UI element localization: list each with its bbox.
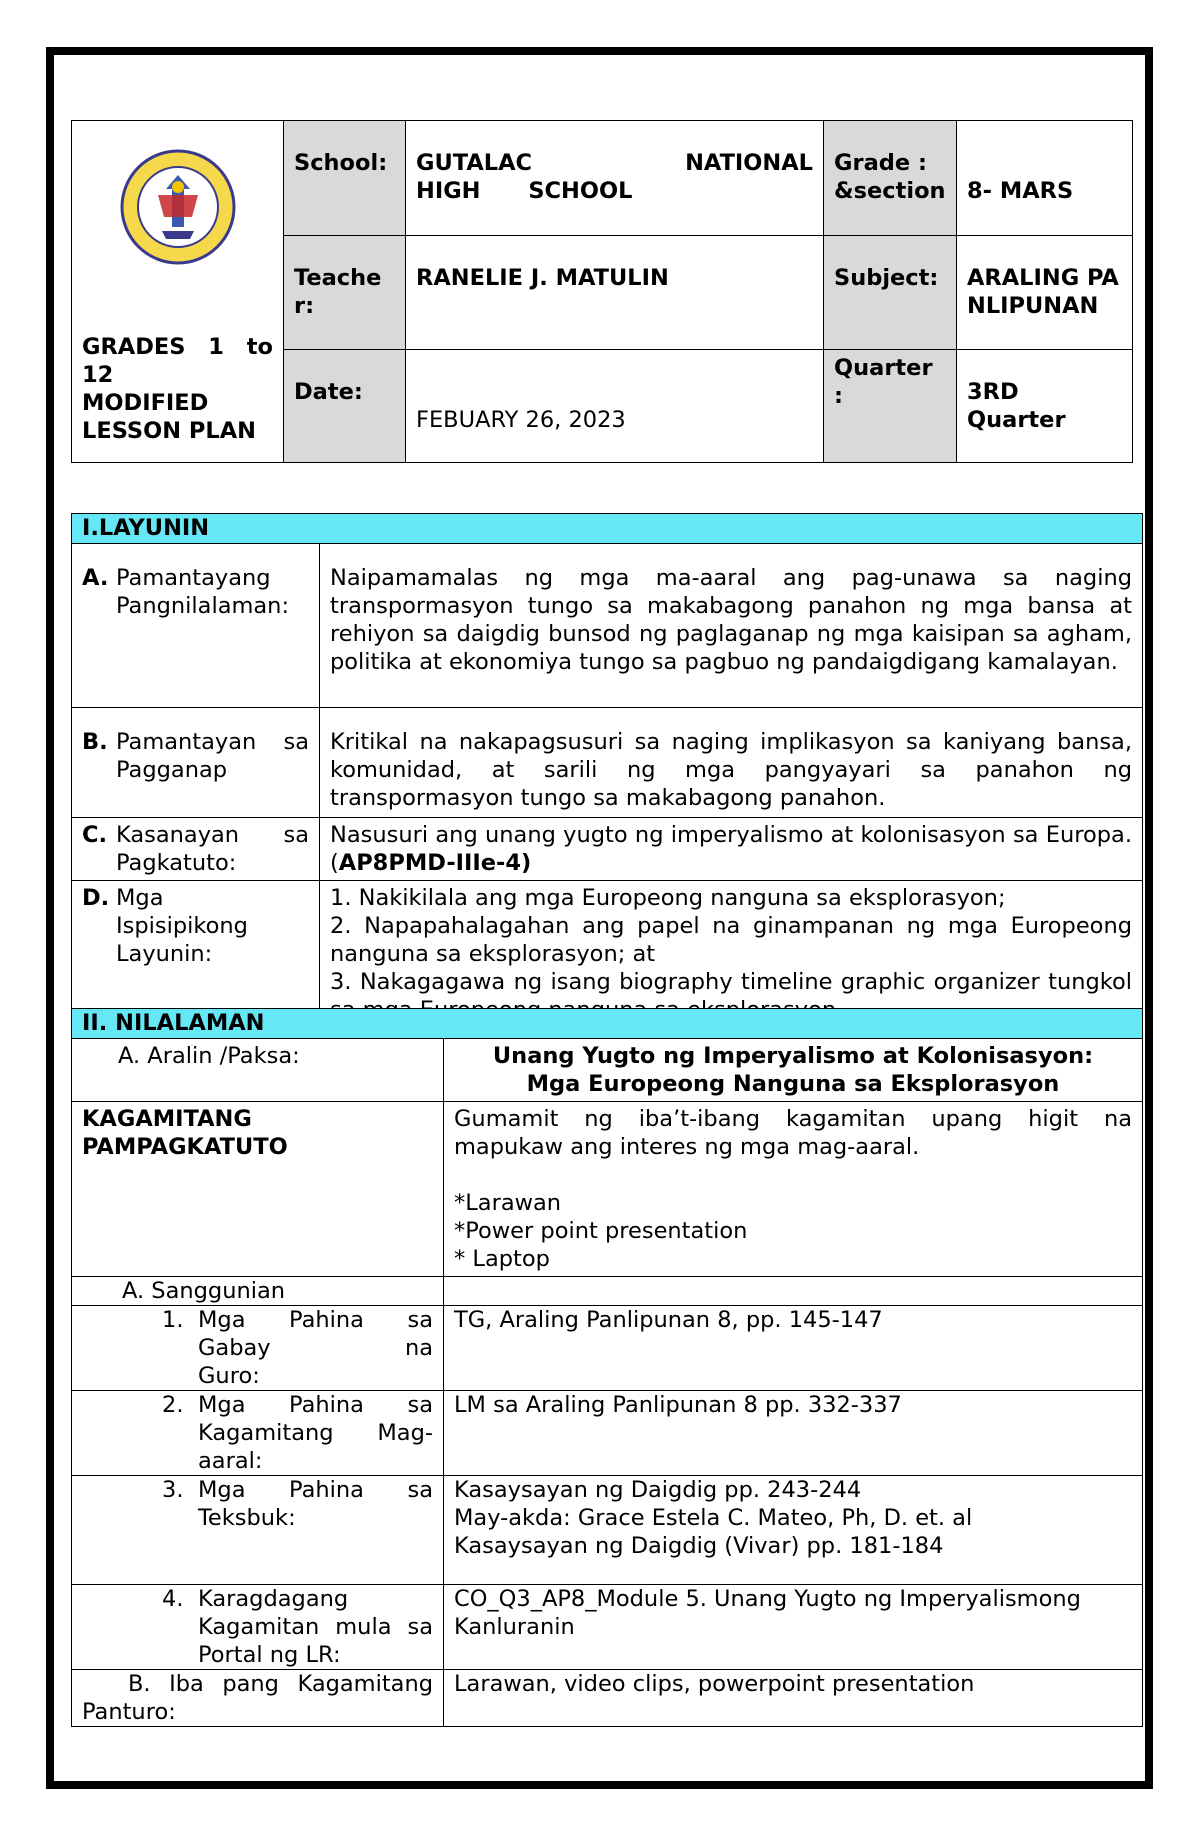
ref-3-value-cell <box>444 1476 1143 1585</box>
layunin-b-key: B. <box>82 729 108 755</box>
sanggunian-label: A. Sanggunian <box>72 1277 444 1306</box>
aralin-title-line1: Unang Yugto ng Imperyalismo at Kolonisasyon: <box>492 1043 1094 1069</box>
layunin-b-label-cell <box>72 708 320 818</box>
date-label: Date: <box>284 350 406 463</box>
aralin-label: A. Aralin /Paksa: <box>72 1039 444 1102</box>
quarter-label: Quarter : <box>824 350 957 463</box>
layunin-d-label-cell <box>72 881 320 1028</box>
logo-cell <box>72 121 284 463</box>
kagamitan-cell <box>444 1102 1143 1277</box>
layunin-a-label-cell <box>72 544 320 708</box>
teacher-label: Teacher: <box>284 236 406 350</box>
iba-value: Larawan, video clips, powerpoint presentation <box>444 1670 1143 1727</box>
subject-label: Subject: <box>824 236 957 350</box>
nilalaman-table <box>71 1008 1143 1727</box>
ref-3-value-line1: Kasaysayan ng Daigdig pp. 243-244 <box>454 1477 862 1503</box>
ref-2-value: LM sa Araling Panlipunan 8 pp. 332-337 <box>444 1391 1143 1476</box>
layunin-b-text: Kritikal na nakapagsusuri sa naging implikasyon sa kaniyang bansa, komunidad, at sarili ng mga pangyayari sa panahon ng transpormasyon tungo sa makabagong panahon. <box>320 708 1143 818</box>
layunin-c-text: Nasusuri ang unang yugto ng imperyalismo at kolonisasyon sa Europa. ( <box>330 822 1132 876</box>
kagamitan-item-1: *Larawan <box>454 1190 562 1216</box>
school-value: GUTALAC NATIONAL HIGH SCHOOL <box>406 121 824 236</box>
layunin-a-key: A. <box>82 565 109 591</box>
plan-title-line1: GRADES 1 to 12 <box>82 334 273 388</box>
layunin-table <box>71 513 1143 1028</box>
layunin-a-label: Pamantayang Pangnilalaman: <box>116 565 290 619</box>
header-table <box>71 120 1133 463</box>
ref-3-value-line2: May-akda: Grace Estela C. Mateo, Ph, D. et. al <box>454 1505 973 1531</box>
layunin-heading: I.LAYUNIN <box>72 514 1143 544</box>
ref-4-num: 4. <box>162 1586 184 1612</box>
kagamitan-text: Gumamit ng iba’t-ibang kagamitan upang higit na mapukaw ang interes ng mga mag-aaral. <box>454 1106 1132 1160</box>
ref-1-num: 1. <box>162 1307 184 1333</box>
kagamitan-item-3: * Laptop <box>454 1246 550 1272</box>
teacher-value: RANELIE J. MATULIN <box>406 236 824 350</box>
ref-4-label: Karagdagang Kagamitan mula sa Portal ng LR: <box>198 1586 433 1668</box>
layunin-d-key: D. <box>82 885 110 911</box>
ref-1-label: Mga Pahina sa Gabay na Guro: <box>198 1307 433 1389</box>
layunin-c-label: Kasanayan sa Pagkatuto: <box>116 822 309 876</box>
subject-value: ARALING PANLIPUNAN <box>957 236 1133 350</box>
layunin-b-label: Pamantayan sa Pagganap <box>116 729 309 783</box>
nilalaman-heading: II. NILALAMAN <box>72 1009 1143 1039</box>
layunin-d-item-3: 3. Nakagagawa ng isang biography timeline graphic organizer tungkol <box>330 969 1132 995</box>
grade-label: Grade : &section <box>824 121 957 236</box>
ref-4-label-cell <box>72 1585 444 1670</box>
layunin-c-code: AP8PMD-IIIe-4) <box>338 850 532 876</box>
layunin-d-label: Mga Ispisipikong Layunin: <box>116 885 248 967</box>
layunin-a-text: Naipamamalas ng mga ma-aaral ang pag-unawa sa naging transpormasyon tungo sa makabagong panahon ng mga bansa at rehiyon sa daigdig bunsod ng paglaganap ng mga kaisipan sa agham, politika at ekonomiya tungo sa pagbuo ng pandaigdigang kamalayan. <box>320 544 1143 708</box>
ref-3-label: Mga Pahina sa Teksbuk: <box>198 1477 433 1531</box>
layunin-c-label-cell <box>72 818 320 881</box>
quarter-value: 3RD Quarter <box>957 350 1133 463</box>
ref-3-value-line3: Kasaysayan ng Daigdig (Vivar) pp. 181-184 <box>454 1533 944 1559</box>
layunin-d-item-2: 2. Napapahalagahan ang papel na ginampanan ng mga Europeong nanguna sa eksplorasyon; at <box>330 913 1132 967</box>
kagamitan-item-2: *Power point presentation <box>454 1218 748 1244</box>
deped-seal-icon <box>118 147 238 267</box>
layunin-c-cell <box>320 818 1143 881</box>
ref-3-num: 3. <box>162 1477 184 1503</box>
ref-1-value: TG, Araling Panlipunan 8, pp. 145-147 <box>444 1306 1143 1391</box>
date-value: FEBUARY 26, 2023 <box>406 350 824 463</box>
aralin-title-cell <box>444 1039 1143 1102</box>
ref-2-label: Mga Pahina sa Kagamitang Mag-aaral: <box>198 1392 433 1474</box>
plan-title-line2: MODIFIED LESSON PLAN <box>82 390 256 444</box>
sanggunian-empty <box>444 1277 1143 1306</box>
layunin-d-list <box>320 881 1143 1028</box>
kagamitan-label: KAGAMITANG PAMPAGKATUTO <box>72 1102 444 1277</box>
layunin-c-key: C. <box>82 822 108 848</box>
ref-2-num: 2. <box>162 1392 184 1418</box>
aralin-title-line2: Mga Europeong Nanguna sa Eksplorasyon <box>526 1071 1060 1097</box>
ref-3-label-cell <box>72 1476 444 1585</box>
school-label: School: <box>284 121 406 236</box>
ref-4-value: CO_Q3_AP8_Module 5. Unang Yugto ng Imperyalismong Kanluranin <box>444 1585 1143 1670</box>
ref-2-label-cell <box>72 1391 444 1476</box>
ref-1-label-cell <box>72 1306 444 1391</box>
iba-label: B. Iba pang Kagamitang Panturo: <box>72 1670 444 1727</box>
layunin-d-item-1: 1. Nakikilala ang mga Europeong nanguna sa eksplorasyon; <box>330 885 1006 911</box>
grade-value: 8- MARS <box>957 121 1133 236</box>
